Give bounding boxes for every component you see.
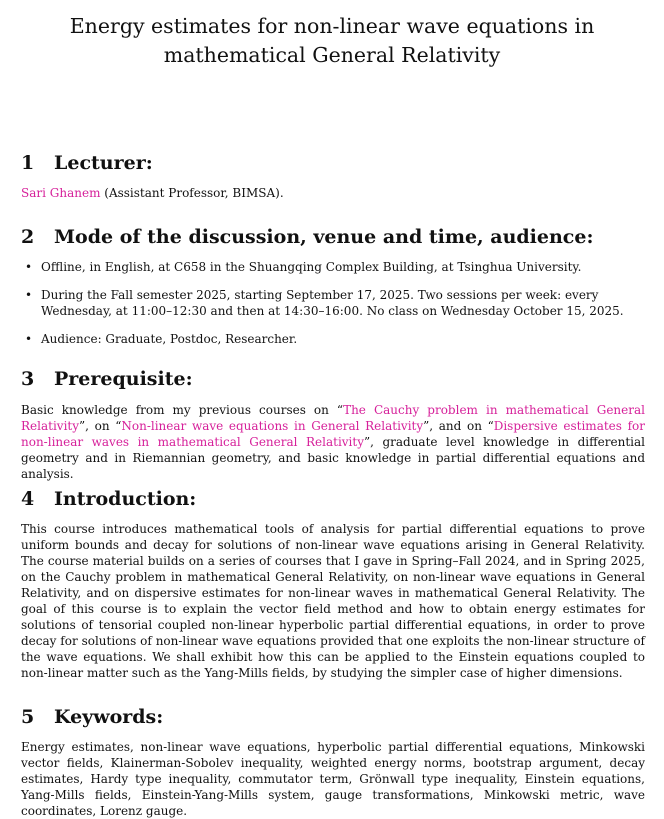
- list-item: • During the Fall semester 2025, starting September 17, 2025. Two sessions per week: every Wednesday, at 11:00–12:30 and then at 14:30–16:00. No class on Wednesday October 15, 2025.: [25, 288, 624, 318]
- title-line-2: mathematical General Relativity: [163, 43, 501, 67]
- document-title: [0, 12, 664, 70]
- lecturer-affiliation: (Assistant Professor, BIMSA).: [100, 186, 284, 200]
- list-item: • Audience: Graduate, Postdoc, Researcher.: [25, 332, 298, 346]
- section-heading-keywords: [21, 706, 163, 728]
- section-heading-mode: [21, 226, 593, 248]
- lecturer-paragraph: [21, 185, 645, 201]
- bullet-icon: •: [25, 260, 33, 274]
- section-title: Prerequisite:: [54, 368, 193, 390]
- section-number: 5: [21, 706, 35, 728]
- section-title: Keywords:: [54, 706, 164, 728]
- section-number: 3: [21, 368, 35, 390]
- section-number: 1: [21, 152, 35, 174]
- section-heading-lecturer: [21, 152, 153, 174]
- title-line-1: Energy estimates for non-linear wave equations in: [69, 14, 595, 38]
- lecturer-name-link[interactable]: Sari Ghanem: [21, 186, 101, 200]
- mode-list: [21, 259, 645, 347]
- bullet-icon: •: [25, 288, 33, 302]
- section-number: 4: [21, 488, 35, 510]
- section-title: Mode of the discussion, venue and time, audience:: [54, 226, 594, 248]
- list-item: • Offline, in English, at C658 in the Shuangqing Complex Building, at Tsinghua University.: [25, 260, 582, 274]
- prerequisite-paragraph: Basic knowledge from my previous courses on “The Cauchy problem in mathematical General Relativity”, on “Non-linear wave equations in General Relativity”, and on “Dispersive estimates for non-linear waves in mathematical General Relativity”, graduate level knowledge in differential geometry and in Riemannian geometry, and basic knowledge in partial differential equations and analysis.: [21, 403, 645, 481]
- introduction-paragraph: This course introduces mathematical tools of analysis for partial differential equations to prove uniform bounds and decay for solutions of non-linear wave equations arising in General Relativity. The course material builds on a series of courses that I gave in Spring–Fall 2024, and in Spring 2025, on the Cauchy problem in mathematical General Relativity, on non-linear wave equations in General Relativity, and on dispersive estimates for non-linear waves in mathematical General Relativity. The goal of this course is to explain the vector field method and how to obtain energy estimates for solutions of tensorial coupled non-linear hyperbolic partial differential equations, in order to prove decay for solutions of non-linear wave equations provided that one exploits the non-linear structure of the wave equations. We shall exhibit how this can be applied to the Einstein equations coupled to non-linear matter such as the Yang-Mills fields, by studying the simpler case of higher dimensions.: [21, 522, 645, 680]
- course-link-cauchy-problem[interactable]: The Cauchy problem in mathematical General Relativity: [21, 403, 645, 433]
- bullet-icon: •: [25, 332, 33, 346]
- course-link-nonlinear-wave[interactable]: Non-linear wave equations in General Relativity: [121, 419, 424, 433]
- section-number: 2: [21, 226, 35, 248]
- course-link-dispersive-estimates[interactable]: Dispersive estimates for non-linear waves in mathematical General Relativity: [21, 419, 645, 449]
- section-heading-introduction: [21, 488, 196, 510]
- section-title: Introduction:: [54, 488, 197, 510]
- section-heading-prerequisite: [21, 368, 193, 390]
- section-title: Lecturer:: [54, 152, 153, 174]
- keywords-paragraph: Energy estimates, non-linear wave equations, hyperbolic partial differential equations, Minkowski vector fields, Klainerman-Sobolev inequality, weighted energy norms, bootstrap argument, decay estimates, Hardy type inequality, commutator term, Grönwall type inequality, Einstein equations, Yang-Mills fields, Einstein-Yang-Mills system, gauge transformations, Minkowski metric, wave coordinates, Lorenz gauge.: [21, 740, 645, 818]
